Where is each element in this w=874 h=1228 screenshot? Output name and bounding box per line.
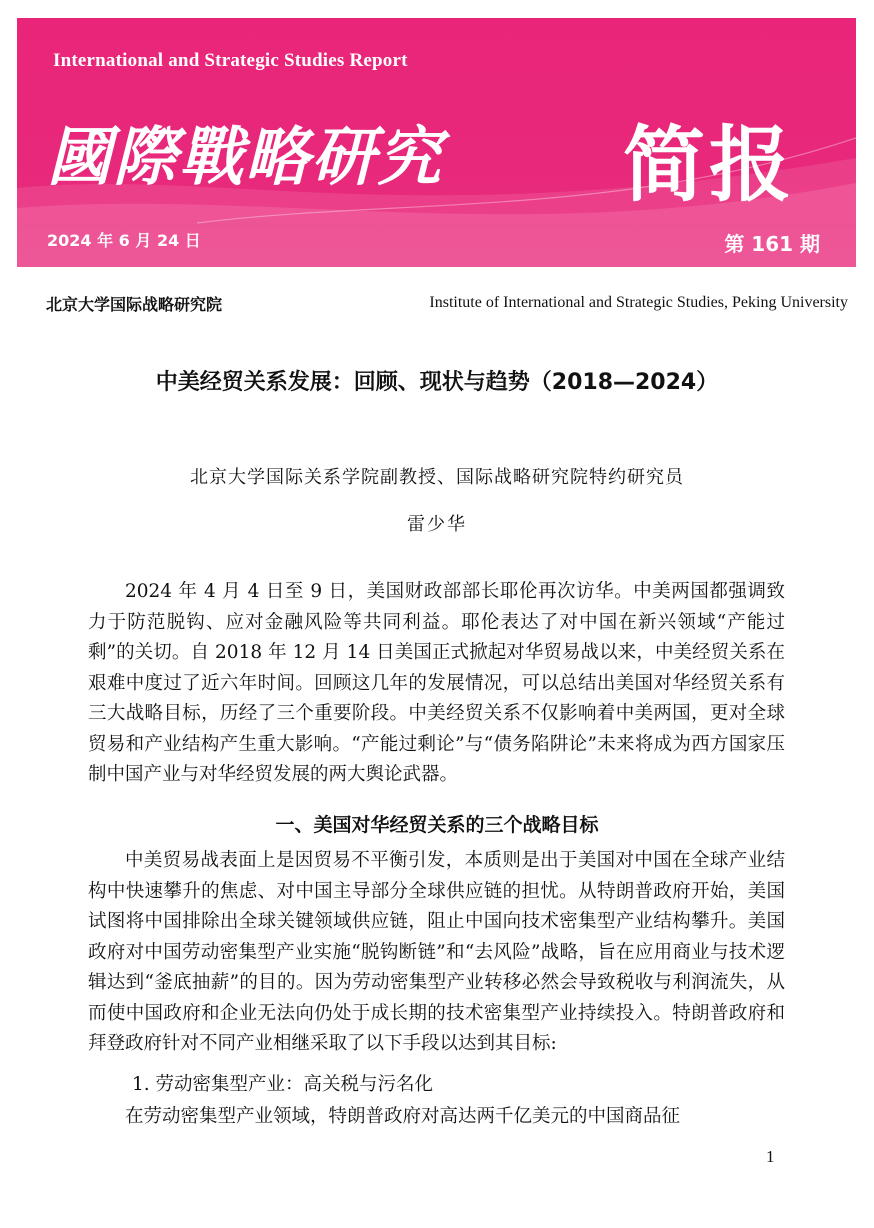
intro-paragraph: 2024 年 4 月 4 日至 9 日，美国财政部部长耶伦再次访华。中美两国都强调致力于防范脱钩、应对金融风险等共同利益。耶伦表达了对中国在新兴领域“产能过剩”的关切。自 2018 年 12 月 14 日美国正式掀起对华贸易战以来，中美经贸关系在艰难中度过了近六年时间。回顾这几年的发展情况，可以总结出美国对华经贸关系有三大战略目标，历经了三个重要阶段。中美经贸关系不仅影响着中美两国，更对全球贸易和产业结构产生重大影响。“产能过剩论”与“债务陷阱论”未来将成为西方国家压制中国产业与对华经贸发展的两大舆论武器。: [88, 581, 785, 785]
brief-title: 简报: [623, 118, 796, 213]
author-name: 雷少华: [407, 514, 467, 535]
page-number: 1: [766, 1147, 775, 1166]
subsection-paragraph: 在劳动密集型产业领域，特朗普政府对高达两千亿美元的中国商品征: [125, 1106, 681, 1127]
subsection-heading: 1. 劳动密集型产业：高关税与污名化: [132, 1074, 434, 1095]
section-paragraph: 中美贸易战表面上是因贸易不平衡引发，本质则是出于美国对中国在全球产业结构中快速攀升的焦虑、对中国主导部分全球供应链的担忧。从特朗普政府开始，美国试图将中国排除出全球关键领域供应链，阻止中国向技术密集型产业结构攀升。美国政府对中国劳动密集型产业实施“脱钩断链”和“去风险”战略，旨在应用商业与技术逻辑达到“釜底抽薪”的目的。因为劳动密集型产业转移必然会导致税收与利润流失，从而使中国政府和企业无法向仍处于成长期的技术密集型产业持续投入。特朗普政府和拜登政府针对不同产业相继采取了以下手段以达到其目标:: [88, 850, 785, 1054]
institute-name-chinese: 北京大学国际战略研究院: [46, 295, 223, 314]
issue-date: 2024 年 6 月 24 日: [47, 231, 201, 250]
header-banner: [17, 18, 856, 267]
institute-name-english: Institute of International and Strategic Studies, Peking University: [429, 294, 848, 311]
section-heading: 一、美国对华经贸关系的三个战略目标: [275, 814, 599, 836]
english-report-title: International and Strategic Studies Report: [53, 50, 408, 71]
article-title: 中美经贸关系发展：回顾、现状与趋势（2018—2024）: [155, 370, 719, 395]
chinese-report-title: 國際戰略研究: [47, 120, 443, 195]
issue-number: 第 161 期: [724, 232, 820, 256]
author-affiliation: 北京大学国际关系学院副教授、国际战略研究院特约研究员: [190, 467, 684, 488]
